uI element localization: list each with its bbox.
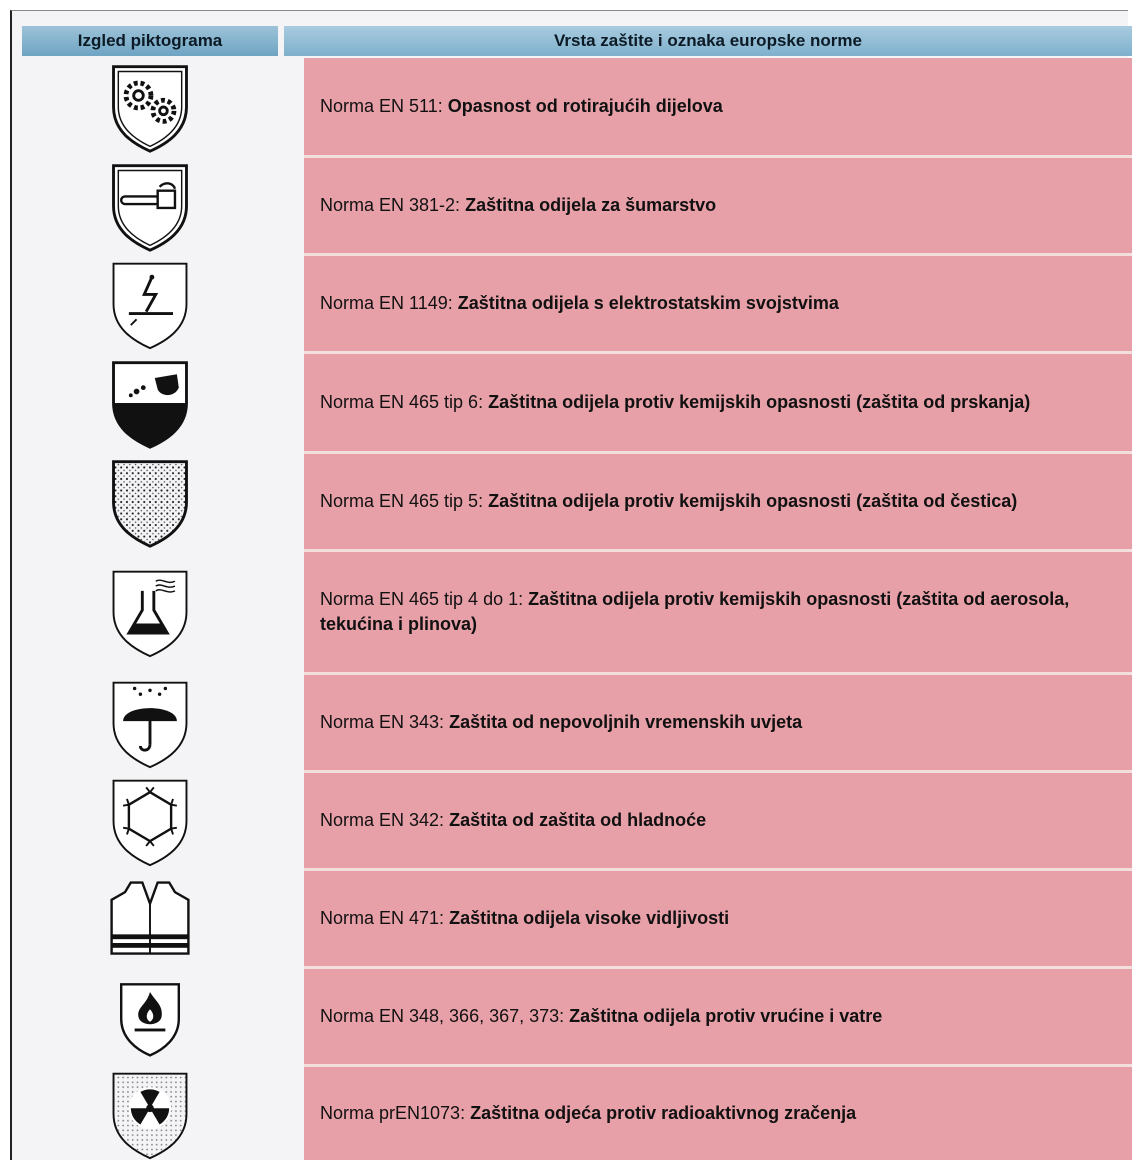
norm-code: Norma EN 465 tip 4 do 1: — [320, 588, 524, 609]
norm-code: Norma EN 511: — [320, 95, 443, 116]
norm-description: Opasnost od rotirajućih dijelova — [447, 95, 723, 116]
norm-description: Zaštita od nepovoljnih vremenskih uvjeta — [449, 711, 803, 732]
table-row — [22, 552, 1132, 672]
norm-description: Zaštitna odijela protiv kemijskih opasnosti (zaštita od čestica) — [488, 490, 1018, 511]
electrostatic-icon — [22, 256, 278, 351]
snowflake-icon — [22, 773, 278, 868]
norm-description: Zaštitna odjeća protiv radioaktivnog zračenja — [470, 1102, 857, 1123]
table-row — [22, 158, 1132, 253]
table-row — [22, 354, 1132, 451]
table-row — [22, 58, 1132, 155]
norm-code: Norma prEN1073: — [320, 1102, 466, 1123]
header-pictogram: Izgled piktograma — [22, 26, 278, 56]
flask-gas-icon — [22, 552, 278, 672]
norm-code: Norma EN 381-2: — [320, 194, 461, 215]
chemical-splash-icon — [22, 354, 278, 451]
norm-description: Zaštitna odijela protiv kemijskih opasnosti (zaštita od prskanja) — [488, 391, 1031, 412]
norm-code: Norma EN 471: — [320, 907, 445, 928]
table-row — [22, 969, 1132, 1064]
table-row — [22, 256, 1132, 351]
table-row — [22, 454, 1132, 549]
table-row — [22, 773, 1132, 868]
norm-code: Norma EN 1149: — [320, 292, 453, 313]
chainsaw-icon — [22, 158, 278, 253]
norm-code: Norma EN 465 tip 6: — [320, 391, 484, 412]
norm-code: Norma EN 348, 366, 367, 373: — [320, 1005, 565, 1026]
norm-description: Zaštita od zaštita od hladnoće — [449, 809, 707, 830]
table-header — [22, 26, 1132, 56]
table-row — [22, 1067, 1132, 1160]
norm-code: Norma EN 343: — [320, 711, 445, 732]
table-row — [22, 871, 1132, 966]
norm-description: Zaštitna odijela s elektrostatskim svojstvima — [457, 292, 839, 313]
norm-description: Zaštitna odijela protiv vrućine i vatre — [569, 1005, 883, 1026]
radiation-icon — [22, 1067, 278, 1160]
norm-code: Norma EN 342: — [320, 809, 445, 830]
high-visibility-vest-icon — [22, 871, 278, 966]
particles-icon — [22, 454, 278, 549]
norm-description: Zaštitna odijela protiv kemijskih opasnosti (zaštita od aerosola, tekućina i plinova) — [320, 588, 1070, 634]
table-row — [22, 675, 1132, 770]
rotating-parts-icon — [22, 58, 278, 155]
header-protection-type: Vrsta zaštite i oznaka europske norme — [284, 26, 1132, 56]
norm-description: Zaštitna odijela za šumarstvo — [465, 194, 717, 215]
norm-description: Zaštitna odijela visoke vidljivosti — [449, 907, 730, 928]
flame-icon — [22, 969, 278, 1064]
norm-code: Norma EN 465 tip 5: — [320, 490, 484, 511]
umbrella-icon — [22, 675, 278, 770]
